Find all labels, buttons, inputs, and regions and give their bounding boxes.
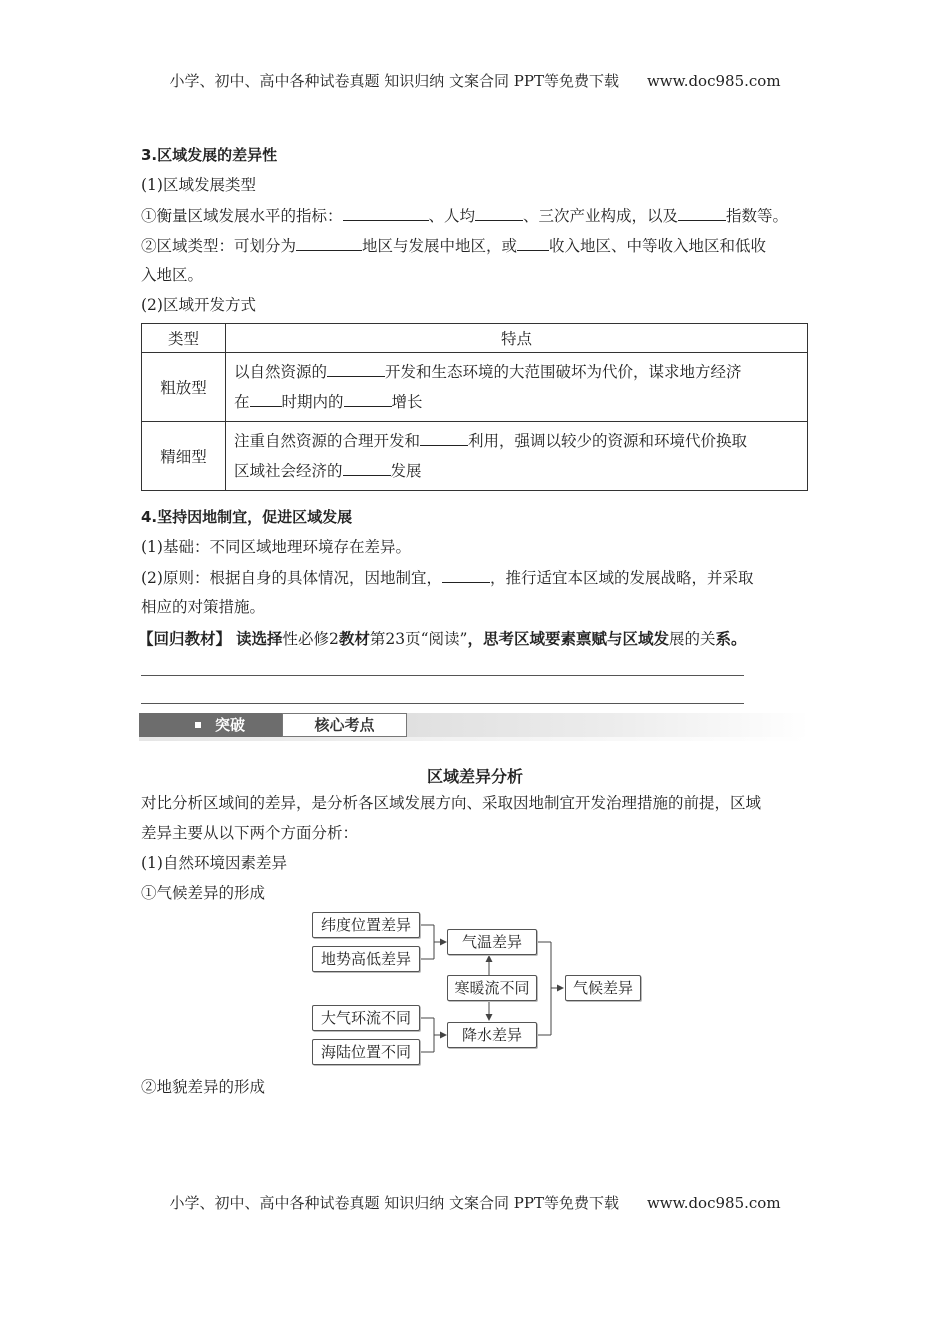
flow-node-temperature: 气温差异 — [447, 929, 537, 955]
cell-text: 利用，强调以较少的资源和环境代价换取 — [468, 432, 748, 450]
cell-text: 注重自然资源的合理开发和 — [234, 432, 421, 450]
header-text: 小学、初中、高中各种试卷真题 知识归纳 文案合同 PPT等免费下载 — [169, 72, 619, 90]
analysis-p1: 对比分析区域间的差异，是分析各区域发展方向、采取因地制宜开发治理措施的前提，区域 — [141, 794, 762, 812]
review-text: 性必修 — [282, 630, 329, 648]
cell-text: 在 — [234, 393, 250, 411]
section4-title: 4.坚持因地制宜，促进区域发展 — [141, 508, 353, 526]
section3-sub1: (1)区域发展类型 — [141, 176, 256, 194]
review-text: ，思考区域要素禀赋与区域发 — [467, 630, 669, 648]
cell-text: 增长 — [391, 393, 423, 411]
review-text: 读选择 — [235, 630, 283, 648]
footer-text: 小学、初中、高中各种试卷真题 知识归纳 文案合同 PPT等免费下载 — [169, 1194, 619, 1212]
flow-node-terrain: 地势高低差异 — [312, 946, 420, 972]
p2-b: ，推行适宜本区域的发展战略，并采取 — [489, 569, 754, 587]
item2-c: 收入地区、中等收入地区和低收 — [549, 237, 767, 255]
review-text: 展的关 — [669, 630, 716, 648]
analysis-sub1a: ①气候差异的形成 — [141, 884, 266, 902]
table-cell-type: 精细型 — [142, 422, 226, 491]
review-text: 系。 — [715, 630, 747, 648]
table-header-feature: 特点 — [226, 324, 808, 353]
section3-sub2: (2)区域开发方式 — [141, 296, 256, 314]
flow-node-latitude: 纬度位置差异 — [312, 912, 420, 938]
item1-d: 指数等。 — [726, 207, 789, 225]
table-cell-type: 粗放型 — [142, 353, 226, 422]
flow-node-currents: 寒暖流不同 — [447, 975, 537, 1001]
item1-a: ①衡量区域发展水平的指标： — [141, 207, 343, 225]
cell-text: 以自然资源的 — [234, 363, 328, 381]
item2-b: 地区与发展中地区，或 — [362, 237, 518, 255]
banner-dark-label: 突破 — [215, 716, 246, 734]
cell-text: 发展 — [390, 462, 422, 480]
cell-text: 时期内的 — [281, 393, 344, 411]
analysis-sub1b: ②地貌差异的形成 — [141, 1078, 266, 1096]
review-text: 第 — [369, 630, 386, 648]
flow-node-land-sea: 海陆位置不同 — [312, 1039, 420, 1065]
review-text: 23 — [385, 630, 406, 648]
flow-node-precipitation: 降水差异 — [447, 1022, 537, 1048]
section4-p2-cont: 相应的对策措施。 — [141, 598, 266, 616]
cell-text: 开发和生态环境的大范围破坏为代价，谋求地方经济 — [385, 363, 742, 381]
item2-a: ②区域类型：可划分为 — [141, 237, 297, 255]
footer-site[interactable]: www.doc985.com — [646, 1194, 781, 1212]
header-site[interactable]: www.doc985.com — [646, 72, 781, 90]
section4-p1: (1)基础：不同区域地理环境存在差异。 — [141, 538, 411, 556]
item1-c: 、三次产业构成，以及 — [523, 207, 679, 225]
banner-light-label: 核心考点 — [282, 713, 407, 737]
p2-a: (2)原则：根据自身的具体情况，因地制宜， — [141, 569, 442, 587]
review-text: 页“阅读” — [405, 630, 468, 648]
item1-b: 、人均 — [428, 207, 476, 225]
review-text: 2 — [328, 630, 339, 648]
analysis-p2: 差异主要从以下两个方面分析： — [141, 824, 359, 842]
review-text: 教材 — [338, 630, 370, 648]
review-tag: 【回归教材】 — [138, 630, 232, 648]
cell-text: 区域社会经济的 — [234, 462, 343, 480]
table-header-type: 类型 — [142, 324, 226, 353]
section3-item2-cont: 入地区。 — [141, 266, 204, 284]
flow-node-circulation: 大气环流不同 — [312, 1005, 420, 1031]
flow-node-climate: 气候差异 — [565, 975, 641, 1001]
analysis-title: 区域差异分析 — [426, 767, 523, 786]
analysis-sub1: (1)自然环境因素差异 — [141, 854, 287, 872]
section3-title: 3.区域发展的差异性 — [141, 146, 278, 164]
